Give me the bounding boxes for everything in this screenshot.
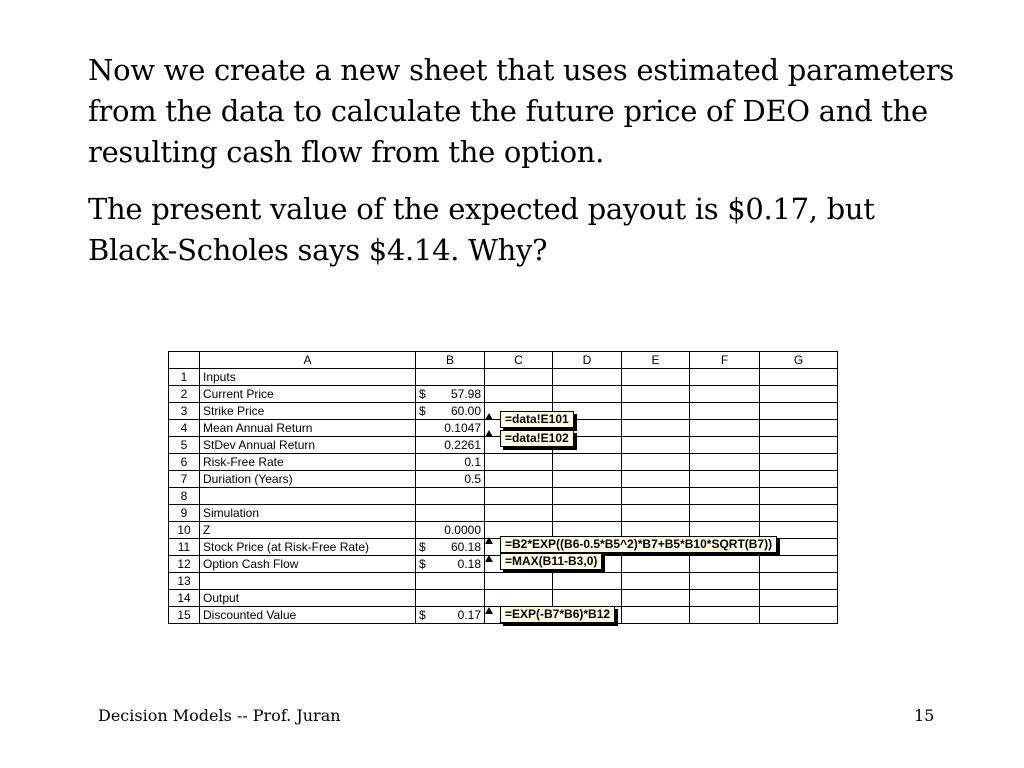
empty-cell <box>760 471 838 488</box>
empty-cell <box>760 454 838 471</box>
row-number: 8 <box>169 488 200 505</box>
row-number: 5 <box>169 437 200 454</box>
empty-cell <box>485 573 553 590</box>
empty-cell <box>622 556 690 573</box>
label-cell: Risk-Free Rate <box>200 454 416 471</box>
empty-cell <box>760 420 838 437</box>
sheet-row <box>169 573 838 590</box>
row-number: 12 <box>169 556 200 573</box>
empty-cell <box>553 573 622 590</box>
corner-cell <box>169 352 200 369</box>
column-header: C <box>485 352 553 369</box>
empty-cell <box>690 488 760 505</box>
label-cell <box>200 573 416 590</box>
empty-cell <box>760 386 838 403</box>
formula-note-e102: =data!E102 <box>500 430 574 447</box>
label-cell: Discounted Value <box>200 607 416 624</box>
value-cell <box>416 488 485 505</box>
paragraph-intro: Now we create a new sheet that uses estimated parameters from the data to calculate the future price of DEO and the resulting cash flow from the option. <box>88 53 954 169</box>
row-number: 7 <box>169 471 200 488</box>
empty-cell <box>690 573 760 590</box>
label-cell: Z <box>200 522 416 539</box>
value-cell <box>416 403 485 420</box>
value-cell <box>416 590 485 607</box>
column-header: F <box>690 352 760 369</box>
sheet-row <box>169 454 838 471</box>
cell-value: 0.5 <box>464 472 481 486</box>
label-cell: Simulation <box>200 505 416 522</box>
empty-cell <box>760 403 838 420</box>
empty-cell <box>760 369 838 386</box>
empty-cell <box>760 590 838 607</box>
label-cell: Mean Annual Return <box>200 420 416 437</box>
footer-course: Decision Models -- Prof. Juran <box>98 706 341 725</box>
value-cell <box>416 420 485 437</box>
row-number: 4 <box>169 420 200 437</box>
cell-value: 57.98 <box>450 387 481 401</box>
cell-value: 0.17 <box>457 608 481 622</box>
empty-cell <box>553 454 622 471</box>
value-cell <box>416 471 485 488</box>
label-cell: Duriation (Years) <box>200 471 416 488</box>
row-number: 11 <box>169 539 200 556</box>
cell-value: 60.18 <box>450 540 481 554</box>
note-indicator <box>485 430 493 437</box>
note-indicator <box>485 607 493 614</box>
row-number: 10 <box>169 522 200 539</box>
row-number: 15 <box>169 607 200 624</box>
column-header: G <box>760 352 838 369</box>
empty-cell <box>690 454 760 471</box>
empty-cell <box>690 590 760 607</box>
empty-cell <box>553 471 622 488</box>
sheet-row <box>169 590 838 607</box>
empty-cell <box>690 471 760 488</box>
empty-cell <box>622 573 690 590</box>
value-cell <box>416 573 485 590</box>
empty-cell <box>760 505 838 522</box>
cell-value: 0.18 <box>457 557 481 571</box>
empty-cell <box>622 505 690 522</box>
sheet-row <box>169 369 838 386</box>
column-header: E <box>622 352 690 369</box>
row-number: 9 <box>169 505 200 522</box>
sheet-row <box>169 505 838 522</box>
row-number: 13 <box>169 573 200 590</box>
empty-cell <box>690 386 760 403</box>
empty-cell <box>690 556 760 573</box>
currency-symbol: $ <box>419 557 426 571</box>
cell-value: 60.00 <box>450 404 481 418</box>
row-number: 1 <box>169 369 200 386</box>
row-number: 14 <box>169 590 200 607</box>
cell-value: 0.0000 <box>444 523 481 537</box>
empty-cell <box>485 505 553 522</box>
empty-cell <box>485 488 553 505</box>
label-cell: StDev Annual Return <box>200 437 416 454</box>
value-cell <box>416 556 485 573</box>
empty-cell <box>553 386 622 403</box>
empty-cell <box>760 437 838 454</box>
empty-cell <box>622 590 690 607</box>
empty-cell <box>622 369 690 386</box>
empty-cell <box>485 454 553 471</box>
cell-value: 0.1047 <box>444 421 481 435</box>
value-cell <box>416 454 485 471</box>
label-cell: Inputs <box>200 369 416 386</box>
value-cell <box>416 607 485 624</box>
empty-cell <box>622 488 690 505</box>
empty-cell <box>622 420 690 437</box>
label-cell: Current Price <box>200 386 416 403</box>
formula-note-cash-flow: =MAX(B11-B3,0) <box>500 553 602 570</box>
sheet-row <box>169 488 838 505</box>
slide-number: 15 <box>914 706 935 725</box>
empty-cell <box>760 488 838 505</box>
value-cell <box>416 369 485 386</box>
empty-cell <box>622 454 690 471</box>
formula-note-e101: =data!E101 <box>500 411 574 428</box>
column-header: D <box>553 352 622 369</box>
column-header-row <box>169 352 838 369</box>
paragraph-question: The present value of the expected payout is $0.17, but Black-Scholes says $4.14. Why? <box>88 192 875 267</box>
empty-cell <box>760 573 838 590</box>
label-cell: Stock Price (at Risk-Free Rate) <box>200 539 416 556</box>
sheet-row <box>169 471 838 488</box>
value-cell <box>416 505 485 522</box>
empty-cell <box>690 403 760 420</box>
column-header: B <box>416 352 485 369</box>
row-number: 3 <box>169 403 200 420</box>
empty-cell <box>690 420 760 437</box>
value-cell <box>416 437 485 454</box>
empty-cell <box>622 403 690 420</box>
empty-cell <box>485 386 553 403</box>
currency-symbol: $ <box>419 404 426 418</box>
note-indicator <box>485 413 493 420</box>
empty-cell <box>690 369 760 386</box>
column-header: A <box>200 352 416 369</box>
row-number: 2 <box>169 386 200 403</box>
empty-cell <box>553 590 622 607</box>
empty-cell <box>690 437 760 454</box>
empty-cell <box>760 607 838 624</box>
cell-value: 0.1 <box>464 455 481 469</box>
label-cell: Option Cash Flow <box>200 556 416 573</box>
row-number: 6 <box>169 454 200 471</box>
note-indicator <box>485 537 493 544</box>
empty-cell <box>553 488 622 505</box>
label-cell <box>200 488 416 505</box>
empty-cell <box>690 607 760 624</box>
empty-cell <box>622 386 690 403</box>
empty-cell <box>485 369 553 386</box>
empty-cell <box>760 556 838 573</box>
empty-cell <box>690 505 760 522</box>
label-cell: Strike Price <box>200 403 416 420</box>
spreadsheet <box>168 351 838 624</box>
value-cell <box>416 386 485 403</box>
empty-cell <box>622 607 690 624</box>
empty-cell <box>553 505 622 522</box>
empty-cell <box>553 369 622 386</box>
formula-note-discount: =EXP(-B7*B6)*B12 <box>500 606 615 623</box>
value-cell <box>416 539 485 556</box>
label-cell: Output <box>200 590 416 607</box>
sheet-row <box>169 386 838 403</box>
empty-cell <box>622 437 690 454</box>
formula-note-stock-price: =B2*EXP((B6-0.5*B5^2)*B7+B5*B10*SQRT(B7)) <box>500 536 777 553</box>
currency-symbol: $ <box>419 608 426 622</box>
value-cell <box>416 522 485 539</box>
empty-cell <box>622 471 690 488</box>
note-indicator <box>485 555 493 562</box>
currency-symbol: $ <box>419 540 426 554</box>
currency-symbol: $ <box>419 387 426 401</box>
empty-cell <box>485 471 553 488</box>
cell-value: 0.2261 <box>444 438 481 452</box>
empty-cell <box>485 590 553 607</box>
